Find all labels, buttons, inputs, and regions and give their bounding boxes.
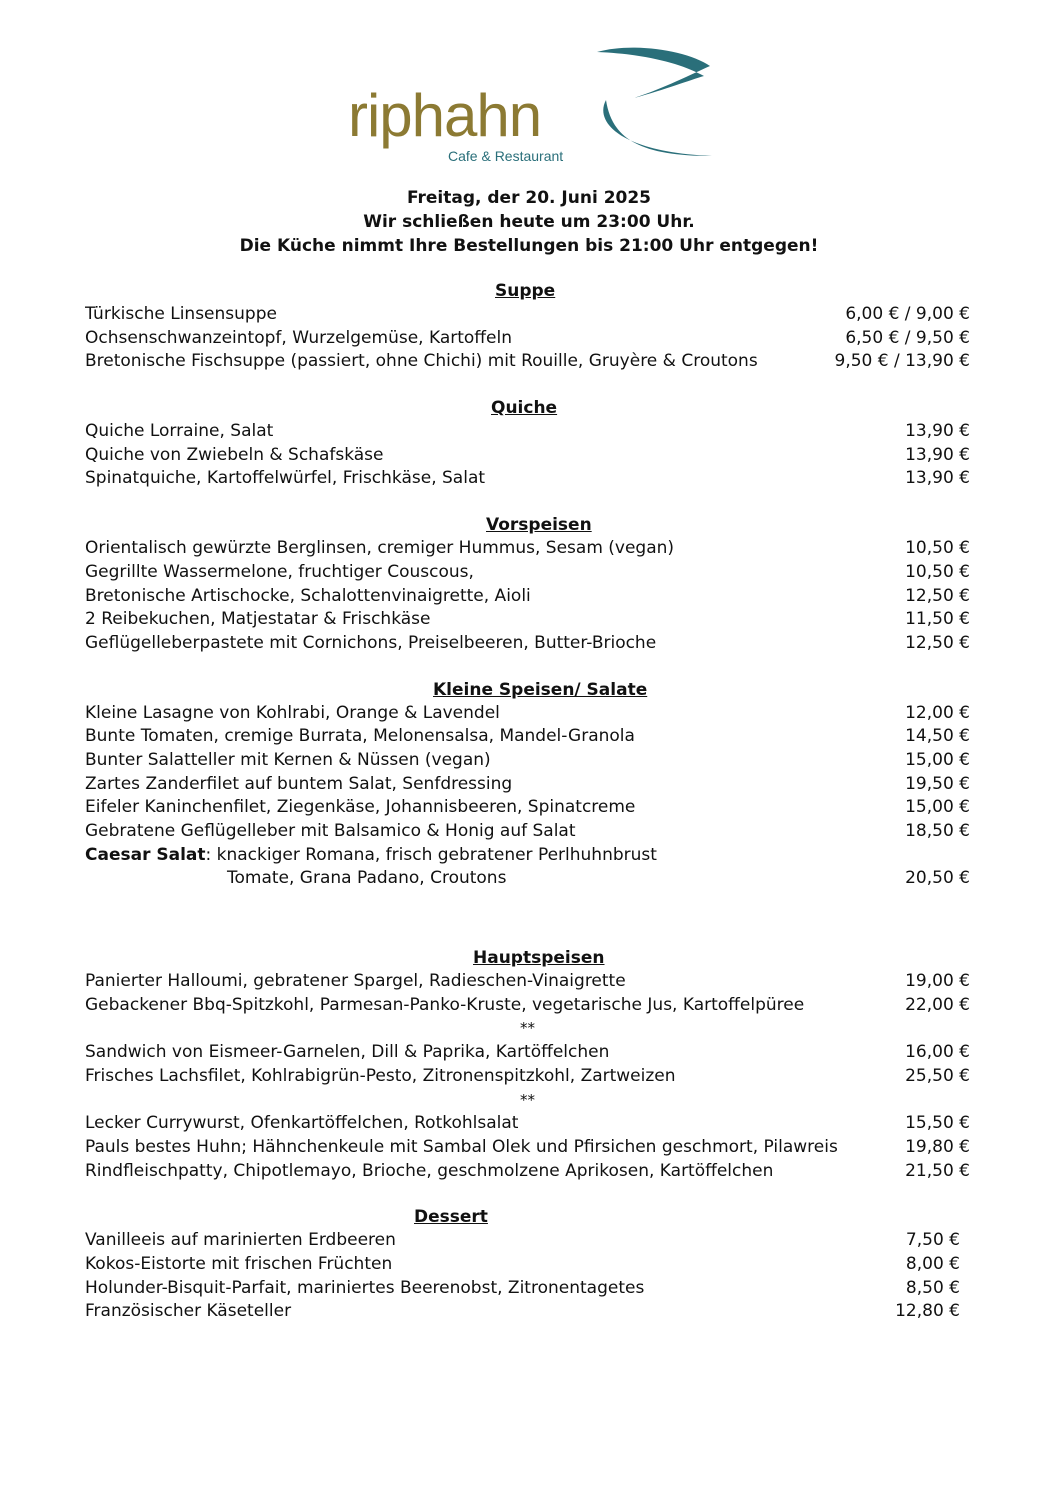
- caesar-salad-line2: [85, 867, 970, 891]
- item-name: Panierter Halloumi, gebratener Spargel, Radieschen-Vinaigrette: [85, 971, 626, 992]
- menu-item: [85, 1253, 960, 1277]
- menu-item: [85, 1136, 970, 1160]
- section-title: Hauptspeisen: [473, 948, 605, 969]
- section-suppe: [85, 279, 970, 374]
- menu-item: [85, 1300, 960, 1324]
- item-price: 21,50 €: [905, 1160, 970, 1181]
- menu-item: [85, 1277, 960, 1301]
- menu-item: [85, 725, 970, 749]
- spacer: [85, 913, 970, 946]
- item-name: Kleine Lasagne von Kohlrabi, Orange & Lavendel: [85, 702, 500, 723]
- section-title: Dessert: [414, 1207, 488, 1228]
- item-price: 12,50 €: [905, 585, 970, 606]
- item-name: Bunte Tomaten, cremige Burrata, Melonensalsa, Mandel-Granola: [85, 726, 635, 747]
- section-title: Quiche: [491, 398, 558, 419]
- item-name: 2 Reibekuchen, Matjestatar & Frischkäse: [85, 609, 431, 630]
- menu-item: [85, 1160, 970, 1184]
- section-dessert: [85, 1205, 960, 1324]
- item-price: 10,50 €: [905, 538, 970, 559]
- menu-item: [85, 702, 970, 726]
- section-title: Vorspeisen: [486, 515, 592, 536]
- item-price: 15,00 €: [905, 749, 970, 770]
- date-line: Freitag, der 20. Juni 2025: [406, 188, 652, 208]
- menu-item: [85, 537, 970, 561]
- section-hauptspeisen: [85, 946, 970, 1183]
- item-price: 8,50 €: [905, 1277, 960, 1298]
- menu-item: [85, 467, 970, 491]
- item-name: Zartes Zanderfilet auf buntem Salat, Senfdressing: [85, 773, 513, 794]
- menu-item: [85, 303, 970, 327]
- item-name: Bretonische Artischocke, Schalottenvinaigrette, Aioli: [85, 585, 531, 606]
- item-price: 12,80 €: [895, 1301, 960, 1322]
- menu-item: [85, 749, 970, 773]
- menu-item: [85, 994, 970, 1018]
- menu-item: [85, 1229, 960, 1253]
- item-price: 12,00 €: [905, 702, 970, 723]
- item-name: Orientalisch gewürzte Berglinsen, cremiger Hummus, Sesam (vegan): [85, 538, 675, 559]
- menu-item: [85, 632, 970, 656]
- item-price: 18,50 €: [905, 821, 970, 841]
- item-price: 7,50 €: [905, 1230, 960, 1251]
- item-price: 13,90 €: [905, 444, 970, 465]
- section-title: Kleine Speisen/ Salate: [433, 679, 648, 700]
- menu-item: [85, 608, 970, 632]
- item-name: Holunder-Bisquit-Parfait, mariniertes Beerenobst, Zitronentagetes: [85, 1277, 645, 1298]
- section-vorspeisen: [85, 513, 970, 655]
- item-price: 13,90 €: [905, 468, 970, 489]
- menu-item: [85, 773, 970, 797]
- menu-item: [85, 350, 970, 374]
- item-name: Vanilleeis auf marinierten Erdbeeren: [85, 1230, 396, 1251]
- item-price: 19,80 €: [905, 1136, 970, 1157]
- item-price: 14,50 €: [905, 726, 970, 747]
- item-price: 19,50 €: [905, 773, 970, 794]
- item-name: Sandwich von Eismeer-Garnelen, Dill & Paprika, Kartöffelchen: [85, 1042, 610, 1063]
- item-name: Kokos-Eistorte mit frischen Früchten: [85, 1253, 393, 1274]
- menu-body: [85, 279, 970, 1346]
- closing-time-line: Wir schließen heute um 23:00 Uhr.: [363, 212, 695, 232]
- item-price: 25,50 €: [905, 1065, 970, 1086]
- menu-item: [85, 970, 970, 994]
- item-name: Bretonische Fischsuppe (passiert, ohne Chichi) mit Rouille, Gruyère & Croutons: [85, 351, 758, 372]
- item-price: 15,50 €: [905, 1113, 970, 1134]
- item-price: 13,90 €: [905, 421, 970, 442]
- menu-item: [85, 585, 970, 609]
- logo-wordmark: riphahn: [348, 82, 542, 149]
- item-name: Gebackener Bbq-Spitzkohl, Parmesan-Panko-Kruste, vegetarische Jus, Kartoffelpüree: [85, 994, 805, 1015]
- item-price: 6,00 € / 9,00 €: [845, 304, 970, 324]
- item-price: 19,00 €: [905, 971, 970, 992]
- menu-item: [85, 444, 970, 468]
- item-price: 9,50 € / 13,90 €: [834, 351, 970, 372]
- item-price: 8,00 €: [905, 1253, 960, 1274]
- menu-header: [0, 186, 1058, 258]
- item-name: Lecker Currywurst, Ofenkartöffelchen, Rotkohlsalat: [85, 1113, 519, 1134]
- item-name: Ochsenschwanzeintopf, Wurzelgemüse, Kartoffeln: [85, 327, 512, 348]
- caesar-salad-label: Caesar Salat: [85, 844, 206, 865]
- section-quiche: [85, 396, 970, 491]
- item-name: Rindfleischpatty, Chipotlemayo, Brioche, geschmolzene Aprikosen, Kartöffelchen: [85, 1160, 774, 1181]
- item-name: Frisches Lachsfilet, Kohlrabigrün-Pesto, Zitronenspitzkohl, Zartweizen: [85, 1065, 676, 1086]
- item-price: 10,50 €: [905, 561, 970, 582]
- item-name: Türkische Linsensuppe: [85, 304, 277, 324]
- item-name: Gebratene Geflügelleber mit Balsamico & Honig auf Salat: [85, 821, 576, 841]
- menu-item: [85, 420, 970, 444]
- section-kleine-speisen: [85, 678, 970, 892]
- item-price: 20,50 €: [905, 868, 970, 889]
- item-name: Quiche von Zwiebeln & Schafskäse: [85, 444, 384, 465]
- item-price: 12,50 €: [905, 632, 970, 653]
- item-name: Bunter Salatteller mit Kernen & Nüssen (vegan): [85, 749, 491, 770]
- item-name: Pauls bestes Huhn; Hähnchenkeule mit Sambal Olek und Pfirsichen geschmort, Pilawreis: [85, 1136, 838, 1157]
- item-name: Eifeler Kaninchenfilet, Ziegenkäse, Johannisbeeren, Spinatcreme: [85, 797, 636, 818]
- separator: **: [520, 1090, 535, 1109]
- menu-item: [85, 561, 970, 585]
- menu-item: [85, 820, 970, 844]
- item-name: Spinatquiche, Kartoffelwürfel, Frischkäse, Salat: [85, 468, 486, 489]
- item-price: 11,50 €: [905, 609, 970, 630]
- separator: **: [520, 1019, 535, 1038]
- item-name: Französischer Käseteller: [85, 1301, 292, 1322]
- restaurant-logo: [348, 44, 718, 169]
- menu-item: [85, 796, 970, 820]
- menu-item: [85, 327, 970, 351]
- kitchen-hours-line: Die Küche nimmt Ihre Bestellungen bis 21:00 Uhr entgegen!: [239, 236, 819, 256]
- caesar-salad-continuation: Tomate, Grana Padano, Croutons: [227, 868, 507, 889]
- item-price: 16,00 €: [905, 1042, 970, 1063]
- item-price: 6,50 € / 9,50 €: [845, 327, 970, 348]
- item-name: Gegrillte Wassermelone, fruchtiger Couscous,: [85, 561, 474, 582]
- menu-item: [85, 1065, 970, 1089]
- logo-swoosh-icon: [592, 44, 717, 164]
- item-name: Geflügelleberpastete mit Cornichons, Preiselbeeren, Butter-Brioche: [85, 632, 657, 653]
- item-name: Quiche Lorraine, Salat: [85, 421, 274, 442]
- item-price: 22,00 €: [905, 994, 970, 1015]
- menu-item: [85, 1041, 970, 1065]
- section-title: Suppe: [495, 281, 556, 301]
- caesar-salad-line1: [85, 844, 970, 868]
- item-price: 15,00 €: [905, 797, 970, 818]
- caesar-salad-description: : knackiger Romana, frisch gebratener Perlhuhnbrust: [205, 844, 657, 865]
- logo-subtitle: Cafe & Restaurant: [448, 148, 564, 164]
- menu-item: [85, 1112, 970, 1136]
